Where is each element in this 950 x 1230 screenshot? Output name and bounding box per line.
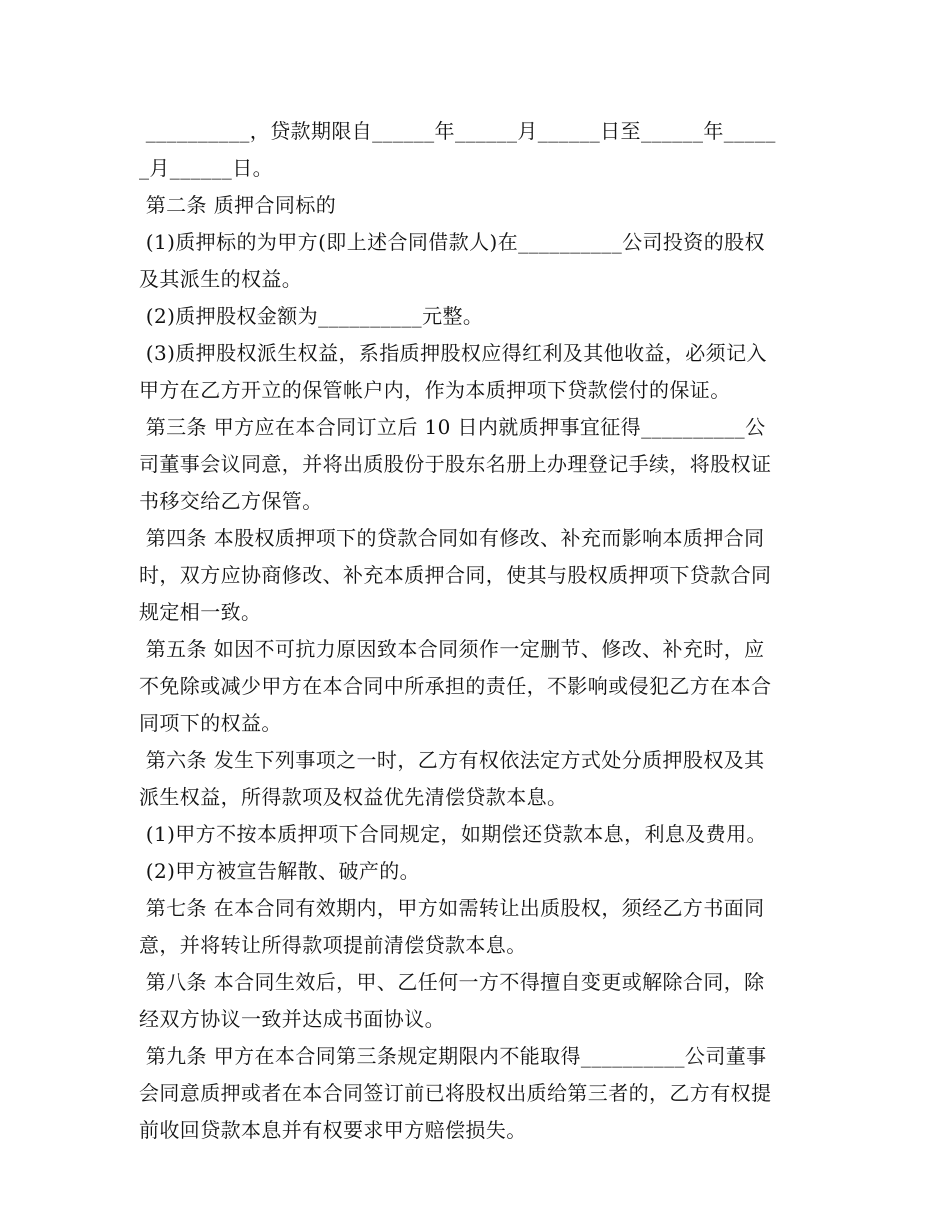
article-heading: 第二条 质押合同标的: [139, 193, 337, 217]
text-line: 不免除或减少甲方在本合同中所承担的责任，不影响或侵犯乙方在本合: [139, 674, 772, 698]
text-line: (2)质押股权金额为__________元整。: [139, 304, 484, 328]
text-line: 第四条 本股权质押项下的贷款合同如有修改、补充而影响本质押合同: [139, 526, 765, 550]
text-line: 第三条 甲方应在本合同订立后 10 日内就质押事宜征得__________公: [139, 415, 766, 439]
text-line: __________，贷款期限自______年______月______日至______年_____: [139, 119, 776, 143]
text-line: 书移交给乙方保管。: [139, 489, 323, 513]
text-line: 派生权益，所得款项及权益优先清偿贷款本息。: [139, 785, 568, 809]
text-line: 时，双方应协商修改、补充本质押合同，使其与股权质押项下贷款合同: [139, 563, 772, 587]
text-line: 第九条 甲方在本合同第三条规定期限内不能取得__________公司董事: [139, 1044, 767, 1068]
text-line: 司董事会议同意，并将出质股份于股东名册上办理登记手续，将股权证: [139, 452, 772, 476]
text-line: 甲方在乙方开立的保管帐户内，作为本质押项下贷款偿付的保证。: [139, 378, 731, 402]
text-line: _月______日。: [139, 156, 273, 180]
text-line: 规定相一致。: [139, 600, 262, 624]
text-line: 第五条 如因不可抗力原因致本合同须作一定删节、修改、补充时，应: [139, 637, 765, 661]
text-line: 第六条 发生下列事项之一时，乙方有权依法定方式处分质押股权及其: [139, 748, 765, 772]
text-line: (1)甲方不按本质押项下合同规定，如期偿还贷款本息，利息及费用。: [139, 822, 767, 846]
text-line: (2)甲方被宣告解散、破产的。: [139, 859, 421, 883]
document-body: [139, 113, 815, 1149]
text-line: (3)质押股权派生权益，系指质押股权应得红利及其他收益，必须记入: [139, 341, 767, 365]
text-line: 第八条 本合同生效后，甲、乙任何一方不得擅自变更或解除合同，除: [139, 970, 765, 994]
text-line: 及其派生的权益。: [139, 267, 303, 291]
text-line: 同项下的权益。: [139, 711, 282, 735]
text-line: 经双方协议一致并达成书面协议。: [139, 1007, 445, 1031]
text-line: (1)质押标的为甲方(即上述合同借款人)在__________公司投资的股权: [139, 230, 765, 254]
text-line: 前收回贷款本息并有权要求甲方赔偿损失。: [139, 1118, 527, 1142]
text-line: 意，并将转让所得款项提前清偿贷款本息。: [139, 933, 527, 957]
text-line: 第七条 在本合同有效期内，甲方如需转让出质股权，须经乙方书面同: [139, 896, 765, 920]
text-line: 会同意质押或者在本合同签订前已将股权出质给第三者的，乙方有权提: [139, 1081, 772, 1105]
